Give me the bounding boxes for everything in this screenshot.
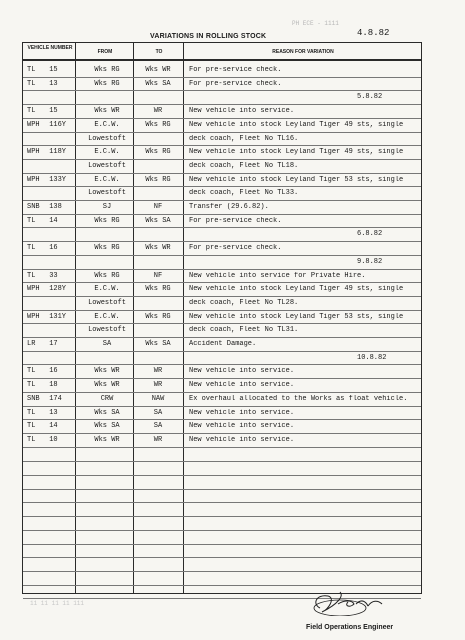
signature-mark — [308, 590, 388, 616]
vehicle-cell — [27, 299, 75, 307]
from-cell: Wks WR — [94, 367, 120, 376]
empty-row-rule — [23, 530, 421, 531]
from-cell: Lowestoft — [88, 189, 126, 198]
vehicle-number: 128Y — [49, 285, 67, 294]
from-cell: E.C.W. — [94, 120, 120, 129]
reason-cell: For pre-service check. — [189, 244, 282, 253]
vehicle-type: TL — [27, 271, 36, 280]
reason-cell: Ex overhaul allocated to the Works as float vehicle. — [189, 394, 408, 403]
vehicle-number: 16 — [49, 244, 58, 253]
to-cell: Wks SA — [145, 216, 171, 225]
vehicle-type: TL — [27, 422, 36, 431]
to-cell: WR — [153, 435, 163, 444]
column-header-from: FROM — [97, 49, 113, 55]
reason-cell: New vehicle into service. — [189, 408, 295, 417]
vehicle-number: 118Y — [49, 148, 67, 157]
vehicle-cell — [27, 135, 75, 143]
vehicle-type: TL — [27, 79, 36, 88]
vehicle-number: 13 — [49, 79, 58, 88]
row-rule — [23, 447, 421, 448]
to-cell: WR — [153, 107, 163, 116]
vehicle-type: WPH — [27, 285, 40, 294]
vehicle-cell — [27, 313, 75, 321]
from-cell: Wks RG — [94, 244, 120, 253]
vehicle-type: SNB — [27, 394, 40, 403]
vehicle-number: 16 — [49, 367, 58, 376]
page-title: VARIATIONS IN ROLLING STOCK — [150, 33, 267, 40]
reason-cell: Transfer (29.6.82). — [189, 203, 269, 211]
vehicle-number: 18 — [49, 381, 58, 390]
vehicle-number: 14 — [49, 422, 58, 431]
vehicle-number: 17 — [49, 340, 58, 348]
vehicle-cell — [27, 121, 75, 129]
faint-header-text: PH ECE - 1111 — [292, 20, 339, 27]
reason-cell: For pre-service check. — [189, 216, 282, 225]
column-header-reason: REASON FOR VARIATION — [272, 49, 334, 55]
vehicle-type: WPH — [27, 312, 40, 321]
from-cell: Wks SA — [94, 422, 120, 431]
reason-cell: New vehicle into stock Leyland Tiger 49 sts, single — [189, 148, 404, 157]
vehicle-type: LR — [27, 340, 36, 348]
empty-row-rule — [23, 544, 421, 545]
date-cell: 5.8.82 — [357, 93, 383, 102]
vehicle-type: SNB — [27, 203, 40, 211]
date-cell: 10.8.82 — [357, 353, 387, 362]
vehicle-cell — [27, 107, 75, 115]
to-cell: NF — [153, 271, 163, 280]
vehicle-number: 15 — [49, 66, 58, 74]
signature-label: Field Operations Engineer — [306, 624, 394, 631]
reason-cell: deck coach, Fleet No TL18. — [189, 161, 299, 170]
vehicle-type: TL — [27, 435, 36, 444]
reason-cell: New vehicle into service. — [189, 381, 295, 390]
vehicle-cell — [27, 340, 75, 348]
vehicle-cell — [27, 272, 75, 280]
from-cell: E.C.W. — [94, 285, 120, 294]
vehicle-cell — [27, 326, 75, 334]
reason-cell: New vehicle into service. — [189, 435, 295, 444]
empty-row-rule — [23, 557, 421, 558]
from-cell: E.C.W. — [94, 312, 120, 321]
vehicle-type: TL — [27, 367, 36, 376]
vehicle-cell — [27, 162, 75, 170]
to-cell: Wks RG — [145, 120, 171, 129]
vehicle-type: TL — [27, 216, 36, 225]
date-cell: 6.8.82 — [357, 230, 383, 239]
vehicle-number: 131Y — [49, 312, 67, 321]
from-cell: Wks RG — [94, 216, 120, 225]
vehicle-cell — [27, 422, 75, 430]
vehicle-cell — [27, 244, 75, 252]
vehicle-type: TL — [27, 107, 36, 116]
vehicle-number: 14 — [49, 216, 58, 225]
from-cell: Wks RG — [94, 79, 120, 88]
vehicle-number: 133Y — [49, 175, 67, 184]
empty-row-rule — [23, 516, 421, 517]
header-rule — [23, 59, 421, 61]
to-cell: Wks RG — [145, 148, 171, 157]
to-cell: Wks RG — [145, 312, 171, 321]
vehicle-cell — [27, 367, 75, 375]
vehicle-number: 10 — [49, 435, 58, 444]
variations-table — [22, 42, 422, 594]
empty-row-rule — [23, 502, 421, 503]
from-cell: Wks WR — [94, 381, 120, 390]
reason-cell: deck coach, Fleet No TL16. — [189, 134, 299, 143]
from-cell: Wks RG — [94, 271, 120, 280]
vehicle-number: 33 — [49, 271, 58, 280]
vehicle-cell — [27, 381, 75, 389]
reason-cell: New vehicle into stock Leyland Tiger 53 sts, single — [189, 175, 404, 184]
reason-cell: deck coach, Fleet No TL31. — [189, 326, 299, 335]
from-cell: SA — [102, 340, 112, 348]
from-cell: Lowestoft — [88, 134, 126, 143]
to-cell: Wks RG — [145, 175, 171, 184]
vehicle-cell — [27, 217, 75, 225]
date-cell: 9.8.82 — [357, 257, 383, 266]
empty-row-rule — [23, 475, 421, 476]
column-header-vehicle: VEHICLE NUMBER — [27, 45, 73, 51]
empty-row-rule — [23, 489, 421, 490]
vehicle-type: WPH — [27, 148, 40, 157]
reason-cell: Accident Damage. — [189, 340, 257, 348]
vehicle-number: 138 — [49, 203, 62, 211]
column-header-to: TO — [155, 49, 163, 55]
reason-cell: New vehicle into service. — [189, 107, 295, 116]
vehicle-cell — [27, 395, 75, 403]
to-cell: WR — [153, 367, 163, 376]
vehicle-number: 174 — [49, 394, 62, 403]
empty-row-rule — [23, 585, 421, 586]
to-cell: SA — [153, 422, 163, 431]
header-date: 4.8.82 — [357, 28, 390, 38]
vehicle-type: TL — [27, 66, 36, 74]
reason-cell: New vehicle into service. — [189, 422, 295, 431]
vehicle-number: 116Y — [49, 120, 67, 129]
vehicle-type: TL — [27, 408, 36, 417]
reason-cell: For pre-service check. — [189, 79, 282, 88]
vehicle-cell — [27, 66, 75, 74]
reason-cell: deck coach, Fleet No TL33. — [189, 189, 299, 198]
vehicle-cell — [27, 148, 75, 156]
vehicle-cell — [27, 80, 75, 88]
reason-cell: New vehicle into stock Leyland Tiger 49 sts, single — [189, 285, 404, 294]
vehicle-cell — [27, 436, 75, 444]
vehicle-number: 13 — [49, 408, 58, 417]
reason-cell: deck coach, Fleet No TL28. — [189, 298, 299, 307]
vehicle-cell — [27, 285, 75, 293]
to-cell: NAW — [151, 394, 165, 403]
reason-cell: New vehicle into service. — [189, 367, 295, 376]
to-cell: Wks RG — [145, 285, 171, 294]
vehicle-type: WPH — [27, 120, 40, 129]
reason-cell: New vehicle into stock Leyland Tiger 53 sts, single — [189, 312, 404, 321]
vehicle-cell — [27, 203, 75, 211]
vehicle-number: 15 — [49, 107, 58, 116]
vehicle-cell — [27, 409, 75, 417]
vehicle-cell — [27, 176, 75, 184]
from-cell: Wks RG — [94, 66, 120, 74]
from-cell: Lowestoft — [88, 326, 126, 335]
vehicle-type: WPH — [27, 175, 40, 184]
reason-cell: New vehicle into service for Private Hire. — [189, 271, 366, 280]
from-cell: Lowestoft — [88, 161, 126, 170]
from-cell: CRW — [100, 394, 114, 403]
vehicle-type: TL — [27, 244, 36, 253]
vehicle-type: TL — [27, 381, 36, 390]
from-cell: Lowestoft — [88, 298, 126, 307]
from-cell: Wks WR — [94, 107, 120, 116]
to-cell: WR — [153, 381, 163, 390]
empty-row-rule — [23, 461, 421, 462]
to-cell: Wks WR — [145, 66, 171, 74]
empty-row-rule — [23, 571, 421, 572]
to-cell: Wks SA — [145, 79, 171, 88]
from-cell: Wks SA — [94, 408, 120, 417]
faint-footer-text: 11 11 11 11 111 — [30, 600, 85, 607]
to-cell: Wks WR — [145, 244, 171, 253]
reason-cell: For pre-service check. — [189, 66, 282, 74]
to-cell: NF — [153, 203, 163, 211]
to-cell: Wks SA — [145, 340, 171, 348]
to-cell: SA — [153, 408, 163, 417]
from-cell: E.C.W. — [94, 148, 120, 157]
reason-cell: New vehicle into stock Leyland Tiger 49 sts, single — [189, 120, 404, 129]
from-cell: E.C.W. — [94, 175, 120, 184]
from-cell: Wks WR — [94, 435, 120, 444]
vehicle-cell — [27, 189, 75, 197]
from-cell: SJ — [102, 203, 112, 211]
